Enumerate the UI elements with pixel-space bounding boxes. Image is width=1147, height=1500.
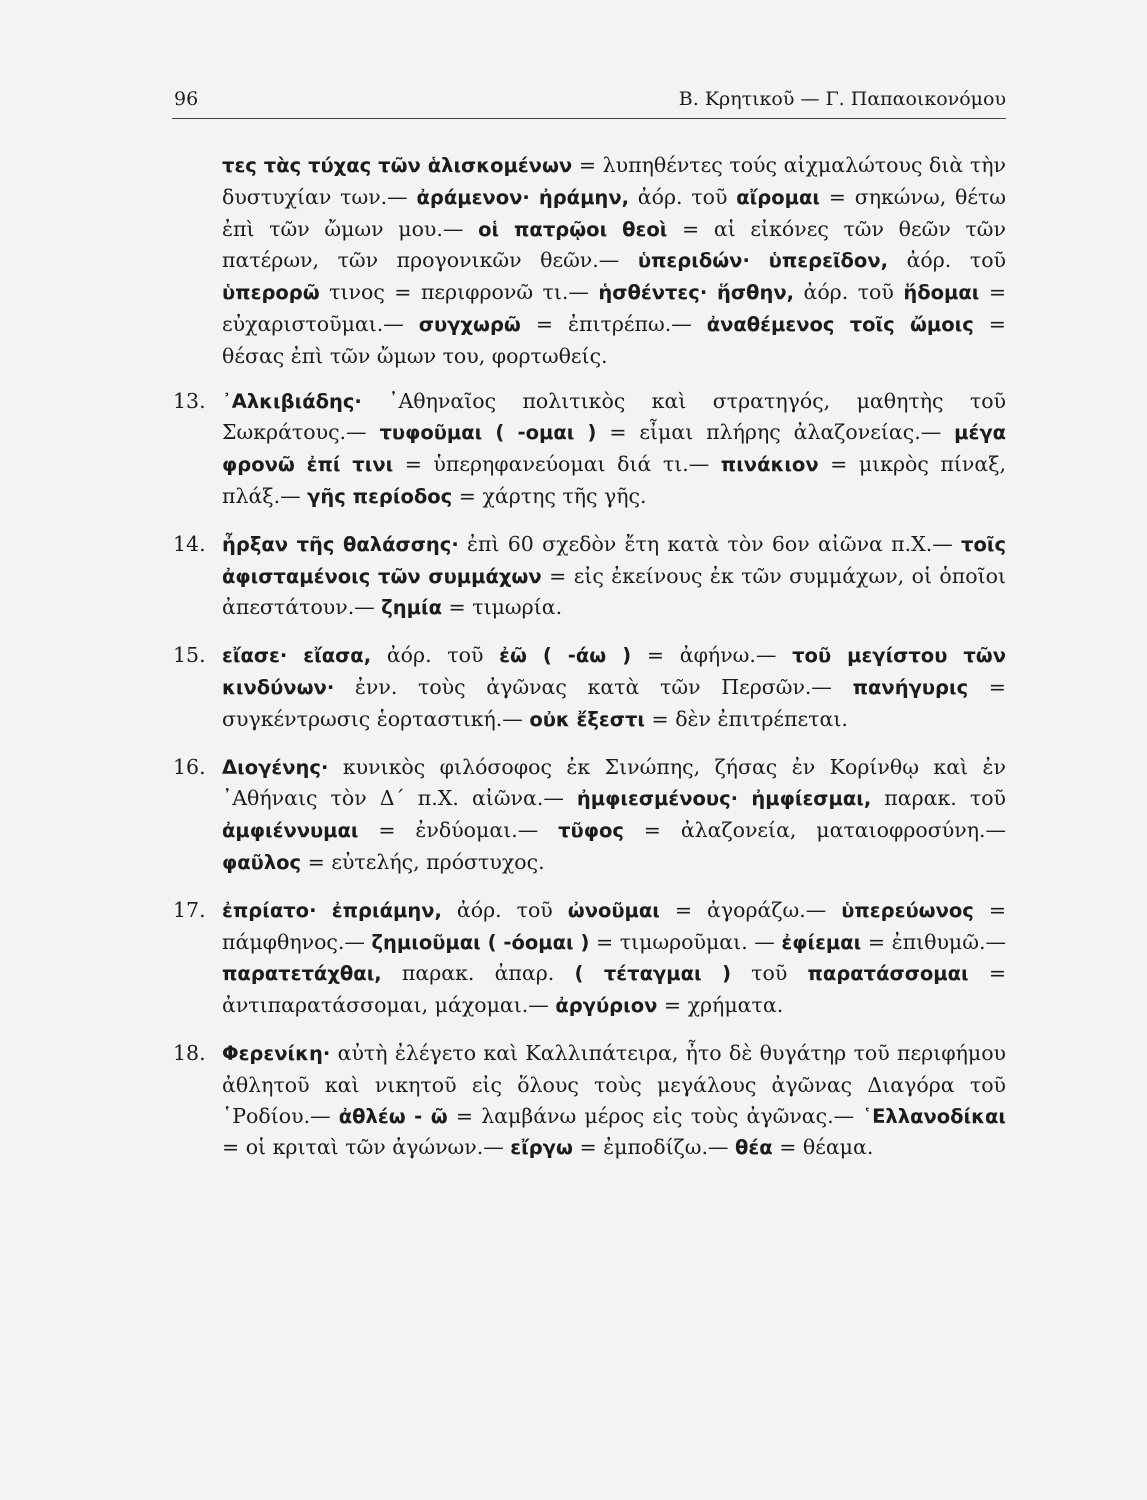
gloss-text: ἀόρ. τοῦ: [629, 184, 737, 209]
note-number: 17.: [173, 897, 206, 922]
gloss-text: = ἀντιπαρατάσσομαι, μάχομαι.—: [222, 961, 1006, 1018]
lemma: γῆς περίοδος: [307, 484, 453, 508]
gloss-text: = ἐπιθυμῶ.—: [861, 929, 1006, 954]
lemma: πανήγυρις: [852, 675, 969, 699]
gloss-text: ἀόρ. τοῦ: [888, 248, 1007, 273]
gloss-text: = εὐχαριστοῦμαι.—: [222, 280, 1006, 336]
note-entry: [173, 752, 1006, 879]
lemma: ἐφίεμαι: [781, 930, 862, 954]
lemma: ὑπεριδών· ὑπερεῖδον,: [637, 249, 889, 273]
gloss-text: = ἀφήνω.—: [631, 643, 793, 668]
page-header: [172, 86, 1006, 119]
gloss-text: ἐνν. τοὺς ἀγῶνας κατὰ τῶν Περσῶν.—: [334, 674, 853, 699]
gloss-text: = οἱ κριταὶ τῶν ἀγώνων.—: [222, 1135, 511, 1160]
lemma: τῦφος: [558, 819, 624, 843]
gloss-text: = αἱ εἰκόνες τῶν θεῶν τῶν πατέρων, τῶν προγονικῶν θεῶν.—: [222, 216, 1006, 273]
lemma: ᾿Αλκιβιάδης·: [222, 389, 362, 413]
gloss-text: ἀόρ. τοῦ: [794, 280, 904, 305]
gloss-text: = ἀγοράζω.—: [659, 897, 842, 922]
lemma: ἀναθέμενος τοῖς ὤμοις: [706, 312, 974, 336]
lemma: πινάκιον: [720, 453, 819, 477]
lemma: παρατετάχθαι,: [222, 962, 382, 986]
lemma: Φερενίκη·: [222, 1041, 331, 1065]
gloss-text: = λυπηθέντες τούς αἰχμαλώτους διὰ τὴν δυστυχίαν των.—: [222, 153, 1006, 209]
lemma: τυφοῦμαι ( -ομαι ): [379, 421, 597, 445]
note-entry: [173, 386, 1007, 513]
gloss-text: τινος = περιφρονῶ τι.—: [319, 280, 599, 305]
lemma: ἠμφιεσμένους· ἠμφίεσμαι,: [576, 787, 872, 811]
lemma: ὑπερορῶ: [222, 281, 320, 305]
commentary-notes: [173, 150, 1007, 1180]
lemma: ( τέταγμαι ): [574, 962, 731, 986]
gloss-text: = θέαμα.: [772, 1135, 874, 1160]
gloss-text: = δὲν ἐπιτρέπεται.: [645, 706, 848, 731]
gloss-text: = τιμωροῦμαι. —: [589, 929, 782, 954]
lemma: ἀράμενον· ἠράμην,: [416, 185, 630, 209]
running-head: Β. Κρητικοῦ — Γ. Παπαοικονόμου: [678, 88, 1006, 110]
lemma: ἥδομαι: [903, 281, 980, 305]
note-number: 18.: [173, 1040, 206, 1065]
note-entry: [173, 640, 1007, 735]
lemma: εἴασε· εἴασα,: [222, 644, 372, 668]
gloss-text: = μικρὸς πίναξ, πλάξ.—: [222, 452, 1006, 508]
lemma: μέγα φρονῶ ἐπί τινι: [222, 421, 1007, 477]
lemma: συγχωρῶ: [418, 312, 521, 336]
lemma: οἱ πατρῷοι θεοὶ: [478, 217, 668, 241]
lemma: ἐπρίατο· ἐπριάμην,: [222, 898, 442, 922]
gloss-text: παρακ. ἀπαρ.: [381, 961, 575, 986]
lemma: ἀργύριον: [555, 994, 658, 1018]
note-entry: [222, 150, 1006, 372]
gloss-text: = εἰς ἐκείνους ἐκ τῶν συμμάχων, οἱ ὁποῖοι ἀπεστάτουν.—: [222, 563, 1006, 620]
note-number: 14.: [173, 531, 206, 556]
lemma: ἡσθέντες· ἥσθην,: [598, 281, 795, 305]
gloss-text: ἐπὶ 60 σχεδὸν ἔτη κατὰ τὸν 6ον αἰῶνα π.Χ.—: [458, 531, 961, 556]
gloss-text: ᾿Αθηναῖος πολιτικὸς καὶ στρατηγός, μαθητὴς τοῦ Σωκράτους.—: [222, 388, 1006, 445]
gloss-text: ἀόρ. τοῦ: [371, 643, 500, 668]
lemma: Διογένης·: [222, 755, 329, 779]
lemma: ὠνοῦμαι: [567, 898, 660, 922]
note-entry: [173, 1038, 1006, 1164]
gloss-text: παρακ. τοῦ: [871, 786, 1006, 811]
gloss-text: = εἶμαι πλήρης ἀλαζονείας.—: [596, 420, 955, 445]
lemma: παρατάσσομαι: [807, 962, 969, 986]
lemma: αἴρομαι: [736, 185, 820, 209]
lemma: τοῦ μεγίστου τῶν κινδύνων·: [222, 644, 1007, 699]
lemma: ῾Ελλανοδίκαι: [862, 1104, 1006, 1128]
gloss-text: = λαμβάνω μέρος εἰς τοὺς ἀγῶνας.—: [447, 1103, 863, 1128]
note-entry: [173, 529, 1006, 624]
gloss-text: = χρήματα.: [657, 993, 784, 1018]
lemma: τοῖς ἀφισταμένοις τῶν συμμάχων: [222, 532, 1006, 588]
gloss-text: = ἐμποδίζω.—: [572, 1135, 736, 1160]
lemma: οὐκ ἔξεστι: [529, 707, 645, 731]
gloss-text: τοῦ: [731, 961, 808, 986]
lemma: ἦρξαν τῆς θαλάσσης·: [222, 532, 459, 556]
gloss-text: = ἀλαζονεία, ματαιοφροσύνη.—: [623, 818, 1006, 843]
lemma: θέα: [735, 1136, 773, 1160]
gloss-text: ἀόρ. τοῦ: [441, 897, 568, 922]
gloss-text: = σηκώνω, θέτω ἐπὶ τῶν ὤμων μου.—: [222, 184, 1007, 241]
lemma: τες τὰς τύχας τῶν ἁλισκομένων: [222, 154, 573, 177]
gloss-text: = θέσας ἐπὶ τῶν ὤμων του, φορτωθείς.: [222, 311, 1006, 368]
lemma: ἀμφιέννυμαι: [222, 819, 359, 843]
gloss-text: = εὐτελής, πρόστυχος.: [301, 849, 545, 874]
gloss-text: κυνικὸς φιλόσοφος ἐκ Σινώπης, ζήσας ἐν Κορίνθῳ καὶ ἐν ᾿Αθήναις τὸν Δ΄ π.Χ. αἰῶνα.—: [222, 754, 1006, 811]
lemma: ζημιοῦμαι ( -όομαι ): [371, 930, 590, 954]
page-number: 96: [174, 88, 199, 110]
gloss-text: = συγκέντρωσις ἑορταστική.—: [222, 674, 1006, 731]
gloss-text: αὐτὴ ἐλέγετο καὶ Καλλιπάτειρα, ἦτο δὲ θυγάτηρ τοῦ περιφήμου ἀθλητοῦ καὶ νικητοῦ εἰς ὅλους τοὺς μεγάλους ἀγῶνας Διαγόρα τοῦ ῾Ροδίου.—: [222, 1040, 1006, 1128]
gloss-text: = πάμφθηνος.—: [222, 897, 1007, 954]
lemma: φαῦλος: [222, 850, 302, 874]
gloss-text: = ὑπερηφανεύομαι διά τι.—: [393, 452, 721, 477]
gloss-text: = ἐνδύομαι.—: [358, 818, 559, 843]
note-entry: [173, 895, 1007, 1022]
lemma: ζημία: [381, 596, 443, 620]
lemma: ἀθλέω - ῶ: [338, 1104, 448, 1128]
note-number: 13.: [173, 388, 206, 413]
lemma: ὑπερεύωνος: [841, 898, 974, 922]
note-number: 15.: [173, 643, 206, 668]
gloss-text: = ἐπιτρέπω.—: [520, 311, 707, 336]
lemma: εἴργω: [510, 1136, 573, 1160]
gloss-text: = τιμωρία.: [442, 595, 563, 620]
lemma: ἐῶ ( -άω ): [499, 644, 632, 668]
note-number: 16.: [173, 754, 206, 779]
gloss-text: = χάρτης τῆς γῆς.: [452, 483, 647, 508]
